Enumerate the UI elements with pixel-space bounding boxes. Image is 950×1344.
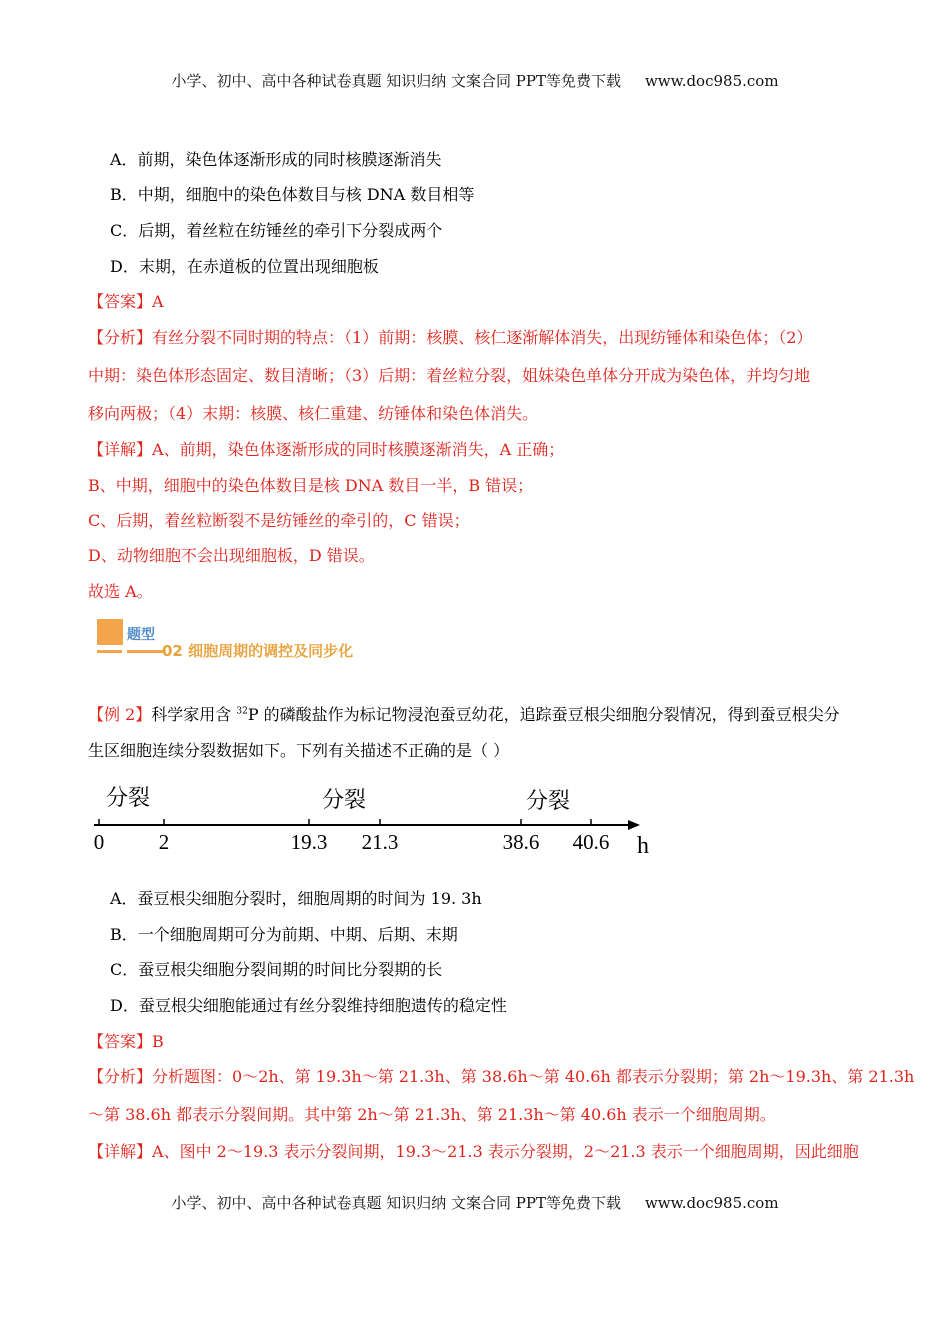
footer-site-link[interactable]: www.doc985.com [644, 1194, 779, 1212]
q2-analysis-line2: ～第 38.6h 都表示分裂间期。其中第 2h～第 21.3h、第 21.3h～第 40.6h 表示一个细胞周期。 [88, 1105, 776, 1124]
q2-option-d: D．蚕豆根尖细胞能通过有丝分裂维持细胞遗传的稳定性 [110, 996, 507, 1015]
q1-analysis-line3: 移向两极；（4）末期：核膜、核仁重建、纺锤体和染色体消失。 [88, 404, 539, 423]
analysis-label: 【分析】 [88, 1067, 153, 1086]
answer-label: 【答案】 [88, 292, 153, 311]
example2-line2: 生区细胞连续分裂数据如下。下列有关描述不正确的是（ ） [88, 741, 510, 760]
q2-option-a: A．蚕豆根尖细胞分裂时，细胞周期的时间为 19. 3h [110, 889, 482, 908]
analysis-label: 【分析】 [88, 328, 153, 347]
q2-analysis-line1 [88, 1064, 914, 1087]
q1-option-d: D．末期，在赤道板的位置出现细胞板 [110, 257, 379, 276]
tick-label-2: 2 [158, 830, 170, 854]
answer-label: 【答案】 [88, 1032, 153, 1051]
q1-detail-line2: B、中期，细胞中的染色体数目是核 DNA 数目一半，B 错误； [88, 476, 534, 495]
division-label-2: 分裂 [321, 788, 367, 813]
detail-text: A、图中 2～19.3 表示分裂间期，19.3～21.3 表示分裂期，2～21.3 表示一个细胞周期，因此细胞 [152, 1142, 859, 1161]
detail-label: 【详解】 [88, 1142, 153, 1161]
q1-option-b: B．中期，细胞中的染色体数目与核 DNA 数目相等 [110, 185, 475, 204]
section-tag-icon [97, 619, 123, 645]
q1-detail-line3: C、后期，着丝粒断裂不是纺锤丝的牵引的，C 错误； [88, 511, 470, 530]
q2-option-b: B．一个细胞周期可分为前期、中期、后期、末期 [110, 925, 458, 944]
q1-answer [88, 289, 164, 312]
page-header [0, 70, 950, 91]
example2-text-b: P 的磷酸盐作为标记物浸泡蚕豆幼花，追踪蚕豆根尖细胞分裂情况，得到蚕豆根尖分 [247, 705, 840, 724]
section-title: 02 细胞周期的调控及同步化 [162, 642, 354, 660]
page-footer [0, 1192, 950, 1213]
q1-analysis-line1 [88, 325, 812, 348]
tick-label-19-3: 19.3 [290, 830, 328, 854]
analysis-text: 分析题图：0～2h、第 19.3h～第 21.3h、第 38.6h～第 40.6h 都表示分裂期；第 2h～19.3h、第 21.3h [152, 1067, 915, 1086]
q1-detail-line4: D、动物细胞不会出现细胞板，D 错误。 [88, 546, 375, 565]
example2-label: 【例 2】 [88, 705, 152, 724]
tick-label-21-3: 21.3 [361, 830, 399, 854]
section-underline-right [127, 650, 163, 653]
q2-option-c: C．蚕豆根尖细胞分裂间期的时间比分裂期的长 [110, 960, 443, 979]
example2-text-a: 科学家用含 [151, 705, 237, 724]
q1-analysis-line2: 中期：染色体形态固定、数目清晰；（3）后期：着丝粒分裂，姐妹染色单体分开成为染色体，并均匀地 [88, 366, 811, 385]
q1-detail-line1 [88, 437, 564, 460]
axis-unit: h [637, 833, 649, 859]
q1-conclusion: 故选 A。 [88, 582, 153, 601]
q1-option-a: A．前期，染色体逐渐形成的同时核膜逐渐消失 [110, 150, 442, 169]
detail-label: 【详解】 [88, 440, 153, 459]
example2-line1 [88, 702, 840, 725]
tick-label-0: 0 [93, 830, 105, 854]
tick-label-40-6: 40.6 [572, 830, 610, 854]
tick-label-38-6: 38.6 [502, 830, 540, 854]
q1-option-c: C．后期，着丝粒在纺锤丝的牵引下分裂成两个 [110, 221, 443, 240]
cell-cycle-timeline [80, 775, 660, 860]
timeline-arrow-icon [628, 820, 640, 830]
q2-detail-line1 [88, 1139, 859, 1162]
footer-text: 小学、初中、高中各种试卷真题 知识归纳 文案合同 PPT等免费下载 [171, 1194, 621, 1212]
detail-text: A、前期，染色体逐渐形成的同时核膜逐渐消失，A 正确； [152, 440, 565, 459]
division-label-3: 分裂 [525, 789, 571, 814]
section-tag: 题型 [127, 627, 155, 643]
answer-value: A [152, 292, 164, 311]
header-site-link[interactable]: www.doc985.com [644, 72, 779, 90]
analysis-text: 有丝分裂不同时期的特点：（1）前期：核膜、核仁逐渐解体消失，出现纺锤体和染色体；（2） [152, 328, 813, 347]
q2-answer [88, 1029, 164, 1052]
header-text: 小学、初中、高中各种试卷真题 知识归纳 文案合同 PPT等免费下载 [171, 72, 621, 90]
section-underline-left [97, 650, 122, 653]
answer-value: B [152, 1032, 164, 1051]
division-label-1: 分裂 [105, 786, 151, 811]
example2-superscript: 32 [236, 706, 248, 717]
